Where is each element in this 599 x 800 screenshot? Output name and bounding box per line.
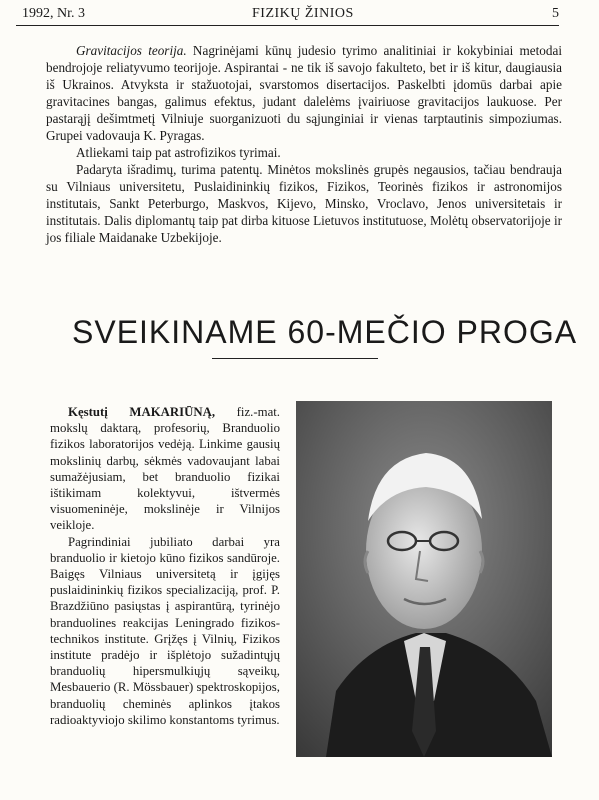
section-title: Gravitacijos teorija. (76, 43, 187, 58)
intro-paragraph-3: Padaryta išradimų, turima patentų. Minėtos mokslinės grupės negausios, tačiau bendrauja su Vilniaus universitetu, Puslaidininkių fizikos, Fizikos, Teorinės fizikos ir astronomijos institutais, Sankt Peterburgo, Maskvos, Kijevo, Minsko, Vroclavo, Jenos universitetais ir institutais. Dalis diplomantų taip pat dirba kituose Lietuvos institutuose, Molėtų observatorijoje ir jos filiale Maidanake Uzbekijoje. (46, 162, 562, 245)
person-last-name: MAKARIŪNĄ, (129, 405, 216, 419)
article-title: SVEIKINAME 60-MEČIO PROGA (72, 314, 578, 350)
intro-paragraph-1 (46, 42, 562, 144)
issue-number: 1992, Nr. 3 (22, 6, 85, 21)
portrait-photo (296, 401, 552, 757)
intro-paragraph-1-text: Nagrinėjami kūnų judesio tyrimo analitiniai ir kokybiniai metodai bendrojoje reliatyvumo teorijoje. Aspirantai - ne tik iš savojo fakulteto, bet ir iš kitur, daugiausia iš Ukrainos. Atvyksta ir stažuotojai, svarstomos disertacijos. Paskelbti įdomūs darbai apie gravitacines bangas, galimus efektus, judant dalelėms įvairiuose gravitacijos laukuose. Per pastarąjį dešimtmetį Vilniuje suorganizuoti du sąjunginiai ir vienas tarptautinis simpoziumas. Grupei vadovauja K. Pyragas. (46, 43, 563, 143)
page-header (22, 6, 559, 24)
header-rule (16, 25, 559, 26)
person-first-name: Kęstutį (68, 405, 108, 419)
bio-text (50, 404, 280, 728)
intro-section (46, 42, 562, 246)
journal-name: FIZIKŲ ŽINIOS (252, 6, 354, 21)
page-number: 5 (552, 6, 559, 21)
intro-paragraph-2: Atliekami taip pat astrofizikos tyrimai. (76, 145, 281, 160)
bio-paragraph-1 (50, 404, 280, 534)
bio-paragraph-2: Pagrindiniai jubiliato darbai yra branduolio ir kietojo kūno fizikos sandūroje. Baigęs Vilniaus universitetą ir įgijęs puslaidininkių fizikos specializaciją, prof. P. Brazdžiūno pasiųstas į aspirantūrą, tyrinėjo branduolines reakcijas Leningrado fizikos-technikos institute. Grįžęs į Vilnių, Fizikos institute pradėjo ir išplėtojo sužadintųjų branduolių hipersmulkiųjų sąveikų, Mesbauerio (R. Mössbauer) spektroskopijos, branduolių cheminės aplinkos įtakos radioaktyviojo skilimo konstantoms tyrimus. (50, 534, 280, 727)
bio-paragraph-1-text: fiz.-mat. mokslų daktarą, profesorių, Branduolio fizikos laboratorijos vedėją. Linkime gausių mokslinių darbų, sėkmės vadovaujant labai sumažėjusiam, bet branduolio fizikai ištikimam kolektyvui, ištvermės visuomeninėje, mokslinėje ir Vilnijos veikloje. (50, 405, 281, 533)
title-rule (212, 358, 378, 359)
